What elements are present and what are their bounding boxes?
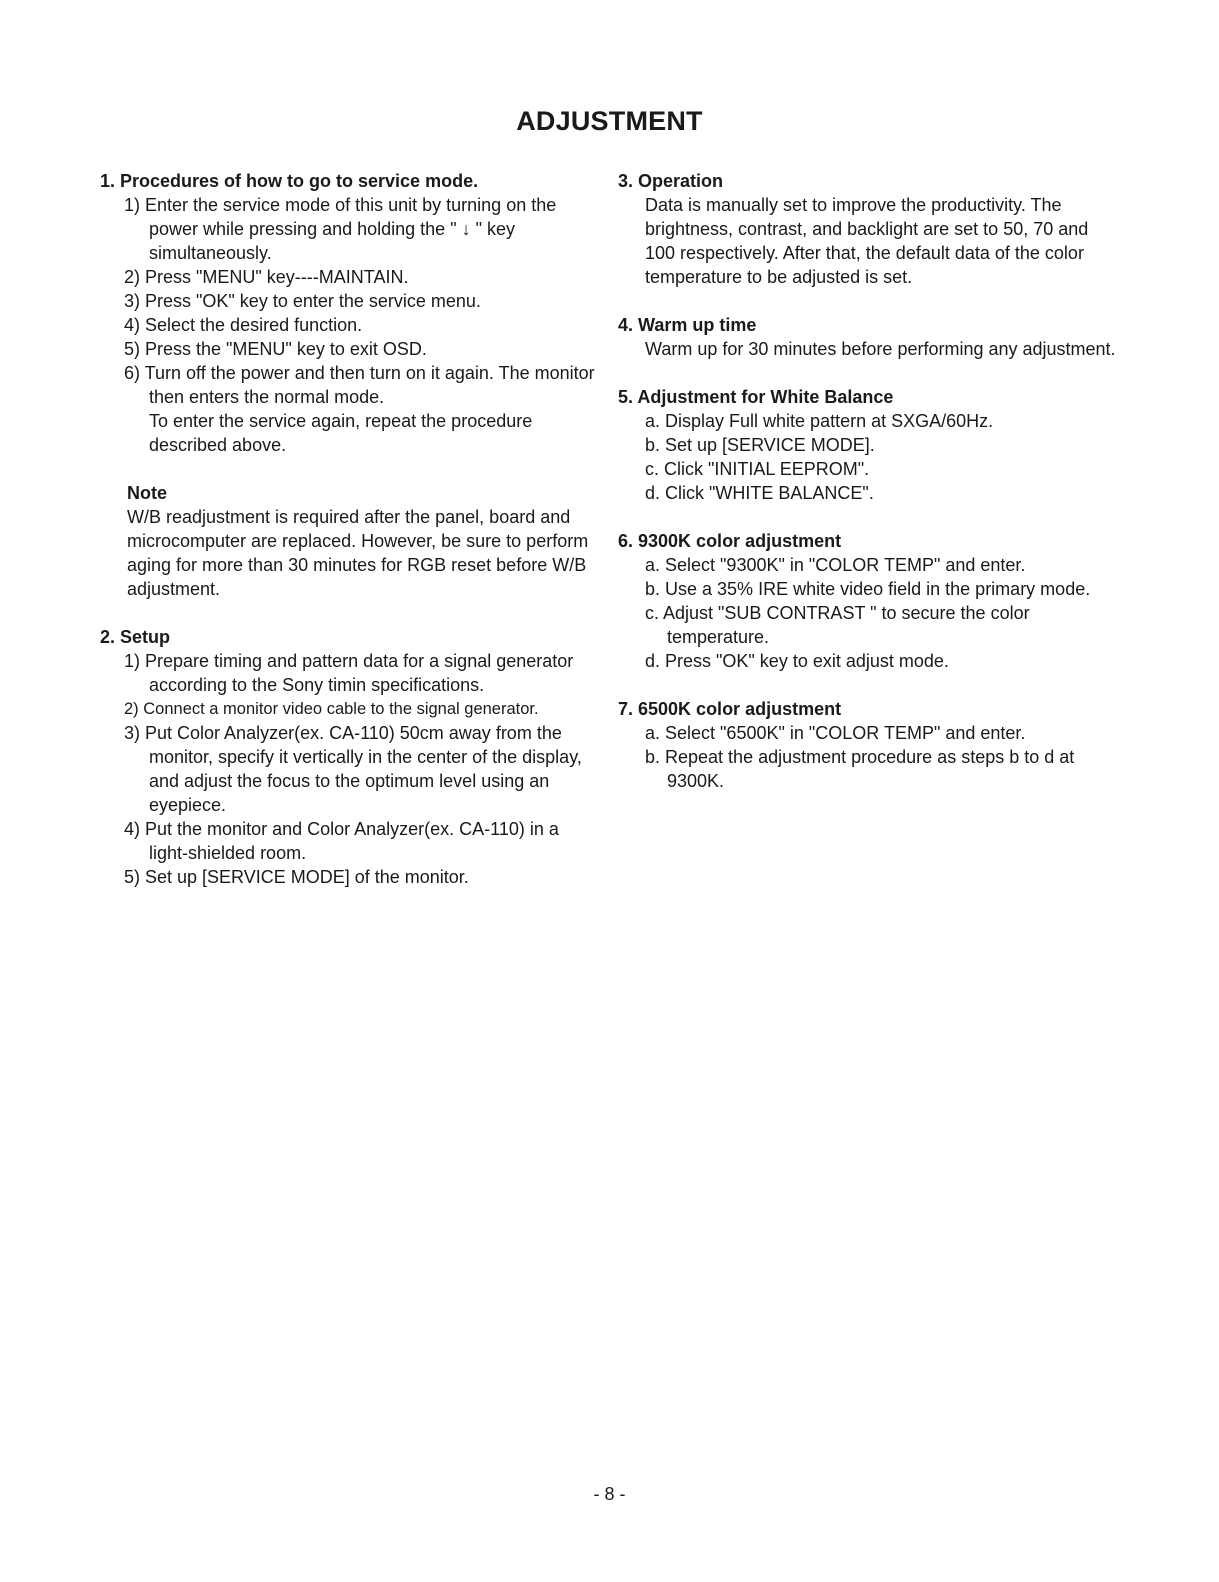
note-heading: Note xyxy=(127,483,167,503)
list-item: c. Adjust "SUB CONTRAST " to secure the color temperature. xyxy=(645,603,1030,647)
paragraph: Warm up for 30 minutes before performing any adjustment. xyxy=(645,339,1116,359)
section-9300k xyxy=(618,529,1118,673)
list-item: d. Click "WHITE BALANCE". xyxy=(645,483,874,503)
list-item: 3) Put Color Analyzer(ex. CA-110) 50cm away from the monitor, specify it vertically in the center of the display, and adjust the focus to the optimum level using an eyepiece. xyxy=(124,723,582,815)
section-heading: 6. 9300K color adjustment xyxy=(618,531,842,551)
list-item: a. Select "9300K" in "COLOR TEMP" and enter. xyxy=(645,555,1026,575)
section-6500k xyxy=(618,697,1118,793)
list-item-continuation: To enter the service again, repeat the procedure described above. xyxy=(149,411,533,455)
list-item: b. Repeat the adjustment procedure as steps b to d at 9300K. xyxy=(645,747,1075,791)
section-setup xyxy=(100,625,600,889)
left-column xyxy=(100,169,600,913)
list-item: 6) Turn off the power and then turn on it again. The monitor then enters the normal mode. xyxy=(124,363,595,407)
section-heading: 3. Operation xyxy=(618,171,724,191)
list-item: 4) Select the desired function. xyxy=(124,315,363,335)
paragraph: Data is manually set to improve the productivity. The brightness, contrast, and backlight are set to 50, 70 and 100 respectively. After that, the default data of the color temperature to be adjusted is set. xyxy=(645,195,1089,287)
list-item: d. Press "OK" key to exit adjust mode. xyxy=(645,651,949,671)
section-heading: 7. 6500K color adjustment xyxy=(618,699,842,719)
note-text: W/B readjustment is required after the panel, board and microcomputer are replaced. However, be sure to perform aging for more than 30 minutes for RGB reset before W/B adjustment. xyxy=(127,507,589,599)
list-item: 3) Press "OK" key to enter the service menu. xyxy=(124,291,481,311)
page-title: ADJUSTMENT xyxy=(516,106,703,136)
list-item: a. Select "6500K" in "COLOR TEMP" and enter. xyxy=(645,723,1026,743)
section-heading: 4. Warm up time xyxy=(618,315,757,335)
section-white-balance xyxy=(618,385,1118,505)
list-item: 2) Connect a monitor video cable to the signal generator. xyxy=(124,700,539,718)
page-number: - 8 - xyxy=(593,1484,626,1504)
section-heading: 5. Adjustment for White Balance xyxy=(618,387,894,407)
list-item: c. Click "INITIAL EEPROM". xyxy=(645,459,870,479)
list-item: b. Use a 35% IRE white video field in the primary mode. xyxy=(645,579,1091,599)
list-item: 5) Press the "MENU" key to exit OSD. xyxy=(124,339,427,359)
section-operation xyxy=(618,169,1118,289)
list-item: a. Display Full white pattern at SXGA/60Hz. xyxy=(645,411,994,431)
section-heading: 2. Setup xyxy=(100,627,171,647)
list-item: 1) Prepare timing and pattern data for a signal generator according to the Sony timin specifications. xyxy=(124,651,574,695)
note-block xyxy=(100,481,600,601)
section-service-mode xyxy=(100,169,600,601)
list-item: 1) Enter the service mode of this unit by turning on the power while pressing and holding the " ↓ " key simultaneously. xyxy=(124,195,557,263)
section-warm-up xyxy=(618,313,1118,361)
list-item: 2) Press "MENU" key----MAINTAIN. xyxy=(124,267,409,287)
list-item: 4) Put the monitor and Color Analyzer(ex. CA-110) in a light-shielded room. xyxy=(124,819,559,863)
section-heading: 1. Procedures of how to go to service mode. xyxy=(100,171,479,191)
right-column xyxy=(618,169,1118,817)
list-item: 5) Set up [SERVICE MODE] of the monitor. xyxy=(124,867,469,887)
list-item: b. Set up [SERVICE MODE]. xyxy=(645,435,875,455)
